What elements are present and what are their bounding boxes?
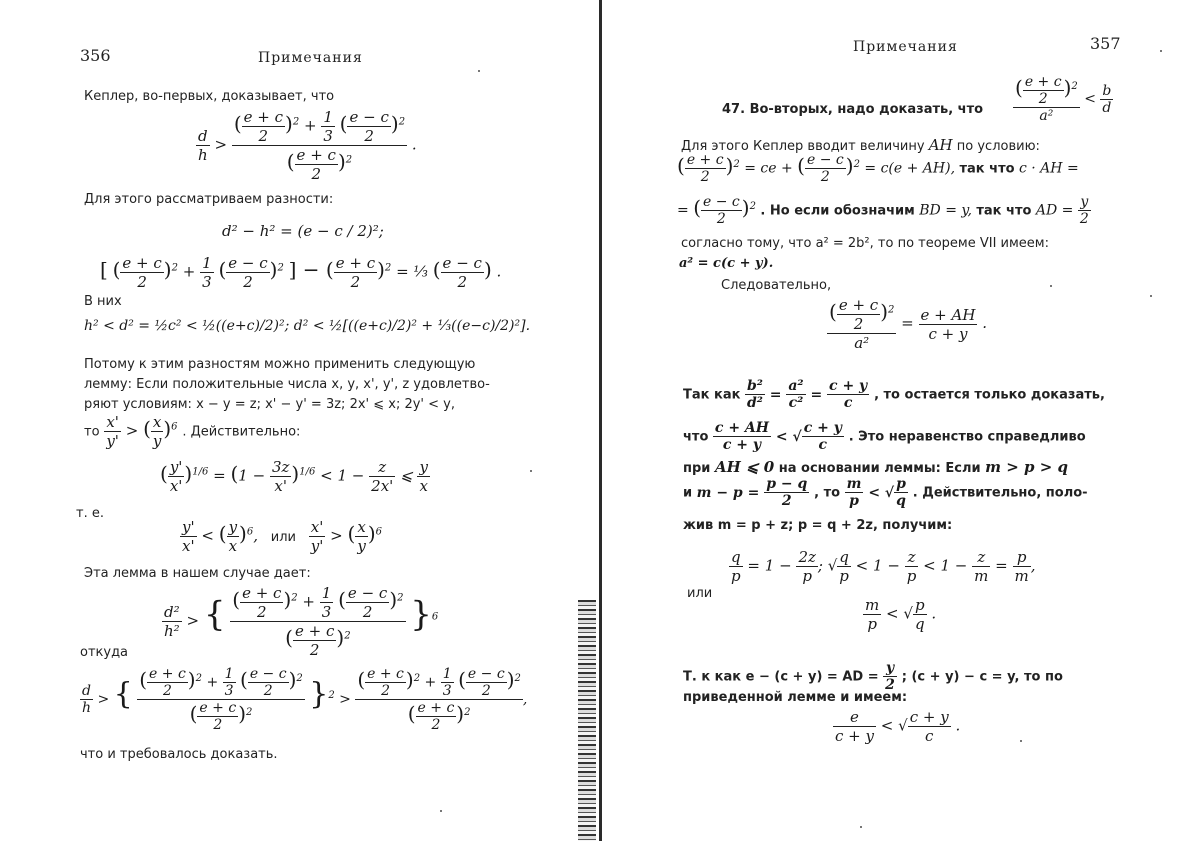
- item-line: 47. Во-вторых, надо доказать, что: [722, 102, 984, 117]
- since-line: Так как $\frac{\text{b²}}{\text{d²}}$ = $\frac{\text{a²}}{\text{c²}}$ = $\frac{c + y}{c}$ , то остается только доказать,: [683, 378, 1105, 411]
- equation-bd: = ( $\frac{e - c}{2}$ )$^2$ . Но если обозначим BD = y, так что AD = $\frac{y}{2}$: [677, 194, 1089, 227]
- equation-consequently: ( $\frac{e + c}{2}$ )$^2$ a² = $\frac{e + AH}{c + y}$ .: [829, 296, 987, 352]
- equation-final: $\frac{d}{h}$ > { ( $\frac{e + c}{2}$ )$^2$ + $\frac{1}{3}$ ( $\frac{e - c}{2}$ )$^2$ ( $\frac{e + c}{2}$ )$^2$ }$^2$ > ( $\frac{e + c}{2}$ )$^2$ + $\frac{1}{3}$ ( $\frac{e - c}{2}$ )$^2$ ( $\frac{e + c}{2}$ )$^2$ ,: [82, 666, 528, 733]
- that-line: что $\frac{c + AH}{c + y}$ < √ $\frac{c + y}{c}$ . Это неравенство справедливо: [683, 420, 1086, 453]
- equation-indeed: ( $\frac{y'}{x'}$ )$^{1/6}$ = (1 − $\frac{3z}{x'}$ )$^{1/6}$ < 1 − $\frac{z}{2x'}$ ⩽ $\frac{y}{x}$: [160, 458, 428, 495]
- lemma-gives: Эта лемма в нашем случае дает:: [84, 566, 311, 581]
- consequently: Следовательно,: [721, 278, 832, 293]
- scan-speck: [440, 810, 442, 812]
- scan-speck: [1020, 740, 1022, 742]
- page-edge-marks: [578, 600, 596, 841]
- equation-h2d2: h² < d² = ½c² < ½((e+c)/2)²; d² < ½[((e+c)/2)² + ⅓((e−c)/2)²].: [84, 318, 531, 334]
- according-line: согласно тому, что a² = 2b², то по теореме VII имеем:: [681, 236, 1049, 251]
- scan-speck: [1050, 285, 1052, 287]
- equation-lemma-result: $\frac{\text{d²}}{\text{h²}}$ > { ( $\frac{e + c}{2}$ )$^2$ + $\frac{1}{3}$ ( $\frac{e - c}{2}$ )$^2$ ( $\frac{e + c}{2}$ )$^2$ }$^6$: [164, 584, 439, 659]
- scan-speck: [860, 826, 862, 828]
- equation-condition: ( $\frac{e + c}{2}$ )$^2$ = ce + ( $\frac{e - c}{2}$ )$^2$ = c(e + AH), так что c · AH =: [677, 152, 1079, 185]
- since-ad-line: Т. к как e − (c + y) = AD = $\frac{y}{2}$ ; (c + y) − c = y, то по: [683, 660, 1063, 693]
- running-head: Примечания: [853, 39, 958, 55]
- equation-or: $\frac{y'}{x'}$ < ( $\frac{y}{x}$ )$^6$, или $\frac{x'}{y'}$ > ( $\frac{x}{y}$ )$^6$: [182, 518, 383, 555]
- lemma-conclusion: то $\frac{x'}{y'}$ > ( $\frac{x}{y}$ )$^6$ . Действительно:: [84, 413, 301, 450]
- scan-speck: [1150, 295, 1152, 297]
- differences-intro: Для этого рассматриваем разности:: [84, 192, 334, 207]
- that-is: т. е.: [76, 506, 104, 521]
- whence: откуда: [80, 645, 129, 660]
- qed-line: что и требовалось доказать.: [80, 747, 278, 762]
- equation-final-right: $\frac{e}{c + y}$ < √ $\frac{c + y}{c}$ .: [835, 708, 961, 745]
- equation-mp: $\frac{m}{p}$ < √ $\frac{p}{q}$ .: [865, 596, 937, 633]
- for-this-line: Для этого Кеплер вводит величину AH по условию:: [681, 136, 1040, 154]
- scan-speck: [1160, 50, 1162, 52]
- equation-second: ( $\frac{e + c}{2}$ )$^2$ a² < $\frac{b}{d}$: [1015, 74, 1112, 124]
- lemma-line-2: лемму: Если положительные числа x, y, x', y', z удовлетво-: [84, 377, 490, 392]
- lemma-line-3: ряют условиям: x − y = z; x' − y' = 3z; 2x' ⩽ x; 2y' < y,: [84, 397, 455, 412]
- page-number: 356: [80, 46, 111, 65]
- equation-bracket: [ ( $\frac{e + c}{2}$ )$^2$ + $\frac{1}{3}$ ( $\frac{e - c}{2}$ )$^2$ ] − ( $\frac{e + c}{2}$ )$^2$ = ⅓ ( $\frac{e - c}{2}$ ) .: [100, 254, 502, 291]
- and-line: и m − p = $\frac{p - q}{2}$ , то $\frac{m}{p}$ < √ $\frac{p}{q}$ . Действительно, поло-: [683, 476, 1088, 509]
- or-word: или: [687, 586, 713, 601]
- at-line: при AH ⩽ 0 на основании леммы: Если m > p > q: [683, 458, 1068, 476]
- equation-main: $\frac{d}{h}$ > ( $\frac{e + c}{2}$ )$^2$ + $\frac{1}{3}$ ( $\frac{e - c}{2}$ )$^2$ ( $\frac{e + c}{2}$ )$^2$ .: [198, 108, 417, 183]
- a2-line: a² = c(c + y).: [679, 256, 774, 271]
- page-gutter: [599, 0, 602, 841]
- intro-line: Кеплер, во-первых, доказывает, что: [84, 89, 335, 104]
- lemma-line-1: Потому к этим разностям можно применить следующую: [84, 357, 476, 372]
- scan-speck: [478, 70, 480, 72]
- lemma-have: приведенной лемме и имеем:: [683, 690, 908, 705]
- scan-speck: [530, 470, 532, 472]
- running-head: Примечания: [258, 50, 363, 66]
- right-page: [603, 0, 1200, 841]
- in-them: В них: [84, 294, 122, 309]
- putting-line: жив m = p + z; p = q + 2z, получим:: [683, 518, 953, 533]
- page-number: 357: [1090, 34, 1121, 53]
- equation-d2h2: d² − h² = (e − c / 2)²;: [222, 222, 384, 240]
- equation-qp: $\frac{q}{p}$ = 1 − $\frac{2z}{p}$ ; √ $\frac{q}{p}$ < 1 − $\frac{z}{p}$ < 1 − $\frac{z}{m}$ = $\frac{p}{m}$ ,: [731, 548, 1036, 585]
